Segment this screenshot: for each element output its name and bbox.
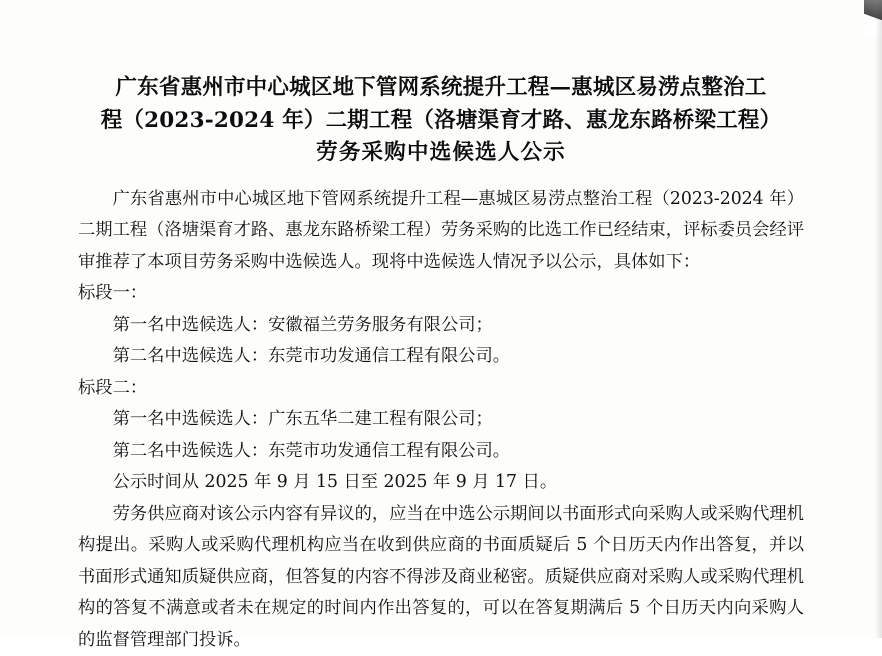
page-title-line-3: 劳务采购中选候选人公示	[316, 140, 566, 166]
intro-paragraph: 广东省惠州市中心城区地下管网系统提升工程—惠城区易涝点整治工程（2023-2024 年）二期工程（洛塘渠育才路、惠龙东路桥梁工程）劳务采购的比选工作已经结束，评标委员会经评审推荐了本项目劳务采购中选候选人。现将中选候选人情况予以公示，具体如下：	[78, 189, 804, 272]
section-heading-lot-1: 标段一：	[78, 283, 148, 304]
document-content	[78, 184, 804, 656]
lot1-first-candidate: 第一名中选候选人：安徽福兰劳务服务有限公司；	[112, 314, 493, 335]
page-title-line-1: 广东省惠州市中心城区地下管网系统提升工程—惠城区易涝点整治工	[115, 75, 767, 100]
objection-procedure: 劳务供应商对该公示内容有异议的，应当在中选公示期间以书面形式向采购人或采购代理机构提出。采购人或采购代理机构应当在收到供应商的书面质疑后 5 个日历天内作出答复，并以书面形式通知质疑供应商，但答复的内容不得涉及商业秘密。质疑供应商对采购人或采购代理机构的答复不满意或者未在规定的时间内作出答复的，可以在答复期满后 5 个日历天内向采购人的监督管理部门投诉。	[78, 503, 804, 650]
lot2-first-candidate: 第一名中选候选人：广东五华二建工程有限公司；	[112, 409, 493, 430]
lot1-second-candidate: 第二名中选候选人：东莞市功发通信工程有限公司。	[112, 346, 511, 367]
publicity-period: 公示时间从 2025 年 9 月 15 日至 2025 年 9 月 17 日。	[112, 472, 558, 493]
lot2-second-candidate: 第二名中选候选人：东莞市功发通信工程有限公司。	[112, 440, 511, 461]
page-title-line-2: 程（2023-2024 年）二期工程（洛塘渠育才路、惠龙东路桥梁工程）	[100, 107, 782, 133]
scan-edge-shadow	[875, 0, 882, 638]
document-body	[78, 72, 804, 656]
page-title	[78, 72, 804, 170]
section-heading-lot-2: 标段二：	[78, 377, 148, 398]
